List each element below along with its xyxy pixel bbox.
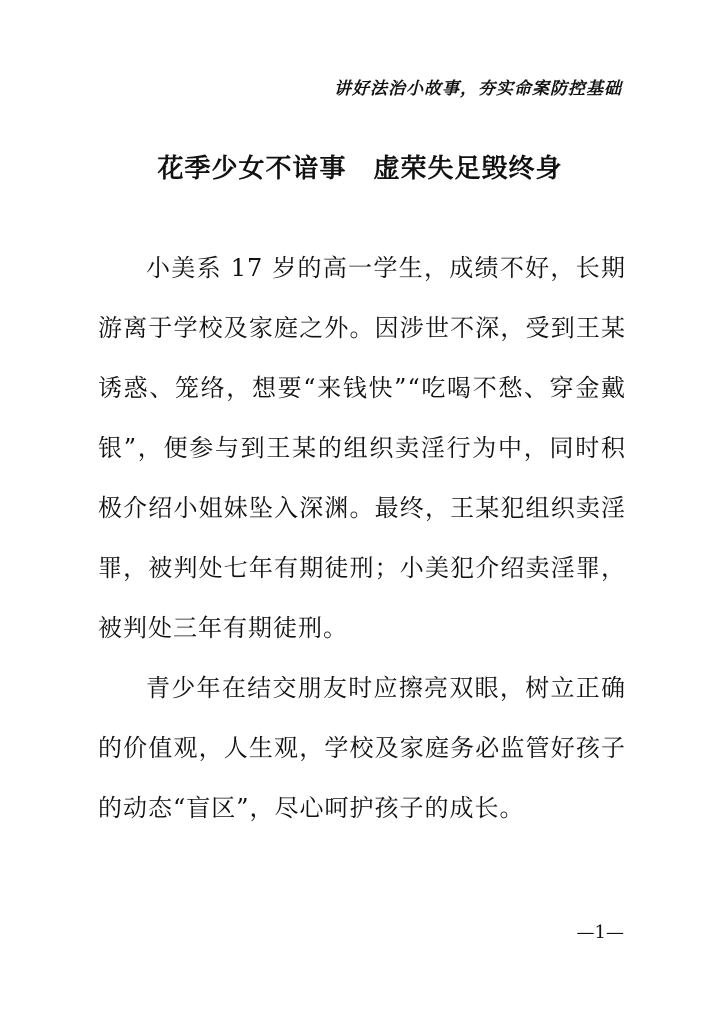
header-slogan: 讲好法治小故事，夯实命案防控基础 — [334, 79, 622, 99]
document-body — [98, 238, 626, 838]
paragraph-case-story: 小美系 17 岁的高一学生，成绩不好，长期游离于学校及家庭之外。因涉世不深，受到王某诱惑、笼络，想要“来钱快”“吃喝不愁、穿金戴银”，便参与到王某的组织卖淫行为中，同时积极介绍小姐妹坠入深渊。最终，王某犯组织卖淫罪，被判处七年有期徒刑；小美犯介绍卖淫罪，被判处三年有期徒刑。 — [98, 254, 626, 642]
page-number: —1— — [576, 922, 624, 943]
document-title: 花季少女不谙事 虚荣失足毁终身 — [157, 154, 563, 184]
paragraph-advice: 青少年在结交朋友时应擦亮双眼，树立正确的价值观，人生观，学校及家庭务必监管好孩子的动态“盲区”，尽心呵护孩子的成长。 — [98, 674, 626, 822]
